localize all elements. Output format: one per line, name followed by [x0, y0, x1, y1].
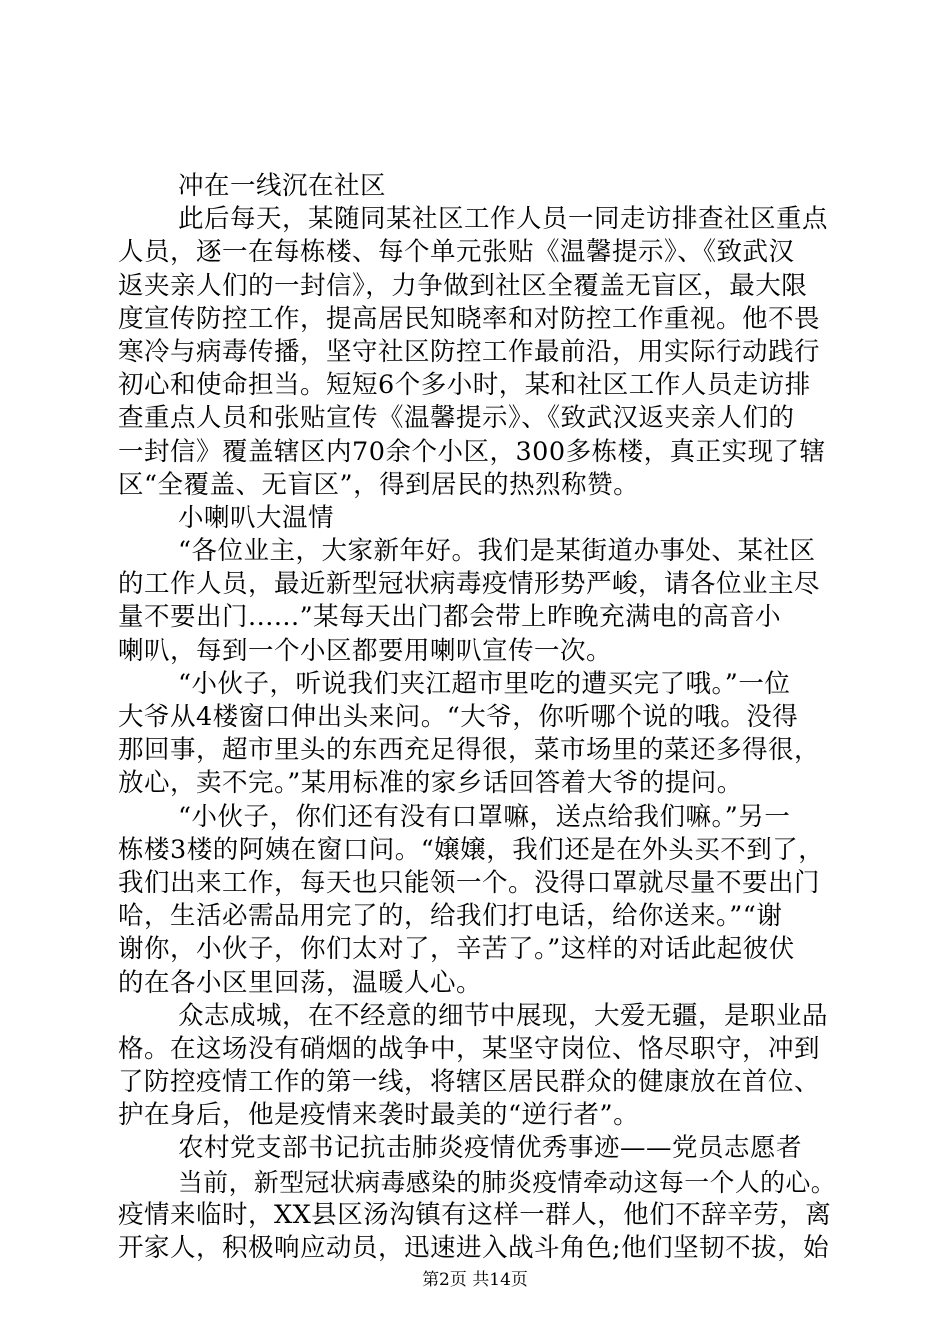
text-line: 寒冷与病毒传播，坚守社区防控工作最前沿，用实际行动践行 [118, 336, 821, 367]
text-line: 冲在一线沉在社区 [178, 171, 387, 201]
text-line: 护在身后，他是疫情来袭时最美的“逆行者”。 [118, 1100, 640, 1131]
text-line: 哈，生活必需品用完了的，给我们打电话，给你送来。”“谢 [118, 901, 783, 932]
text-line: 此后每天，某随同某社区工作人员一同走访排查社区重点 [178, 204, 829, 235]
text-line: 栋楼3楼的阿姨在窗口问。“嬢嬢，我们还是在外头买不到了， [118, 834, 825, 865]
text-line: 农村党支部书记抗击肺炎疫情优秀事迹——党员志愿者 [178, 1133, 803, 1164]
document-body [118, 170, 838, 1265]
text-line: “小伙子，你们还有没有口罩嘛，送点给我们嘛。”另一 [178, 801, 791, 832]
text-line: 放心，卖不完。”某用标准的家乡话回答着大爷的提问。 [118, 768, 743, 799]
text-line: 人员，逐一在每栋楼、每个单元张贴《温馨提示》、《致武汉 [118, 237, 795, 268]
text-line: 查重点人员和张贴宣传《温馨提示》、《致武汉返夹亲人们的 [118, 403, 795, 434]
text-line: “小伙子，听说我们夹江超市里吃的遭买完了哦。”一位 [178, 668, 791, 699]
text-line: 谢你，小伙子，你们太对了，辛苦了。”这样的对话此起彼伏 [118, 934, 795, 965]
text-line: 开家人，积极响应动员，迅速进入战斗角色;他们坚韧不拔，始 [118, 1233, 830, 1263]
text-line: 喇叭，每到一个小区都要用喇叭宣传一次。 [118, 635, 613, 666]
text-line: 小喇叭大温情 [178, 502, 335, 533]
text-line: 区“全覆盖、无盲区”，得到居民的热烈称赞。 [118, 469, 640, 500]
text-line: 返夹亲人们的一封信》，力争做到社区全覆盖无盲区，最大限 [118, 270, 808, 301]
text-line: 那回事，超市里头的东西充足得很，菜市场里的菜还多得很， [118, 735, 821, 766]
text-line: 我们出来工作，每天也只能领一个。没得口罩就尽量不要出门 [118, 867, 821, 898]
text-line: 一封信》覆盖辖区内70余个小区，300多栋楼，真正实现了辖 [118, 436, 826, 467]
text-line: 了防控疫情工作的第一线，将辖区居民群众的健康放在首位、 [118, 1067, 821, 1098]
text-line: 众志成城，在不经意的细节中展现，大爱无疆，是职业品 [178, 1000, 829, 1031]
text-line: 初心和使命担当。短短6个多小时，某和社区工作人员走访排 [118, 370, 811, 401]
text-line: “各位业主，大家新年好。我们是某街道办事处、某社区 [178, 536, 816, 567]
text-line: 的在各小区里回荡，温暖人心。 [118, 967, 483, 998]
text-line: 量不要出门......”某每天出门都会带上昨晚充满电的高音小 [118, 602, 782, 633]
text-line: 当前，新型冠状病毒感染的肺炎疫情牵动这每一个人的心。 [178, 1167, 837, 1197]
text-line: 度宣传防控工作，提高居民知晓率和对防控工作重视。他不畏 [118, 303, 821, 334]
text-line: 格。在这场没有硝烟的战争中，某坚守岗位、恪尽职守，冲到 [118, 1033, 821, 1064]
text-line: 疫情来临时，XX县区汤沟镇有这样一群人，他们不辞辛劳，离 [118, 1199, 832, 1230]
text-line: 的工作人员，最近新型冠状病毒疫情形势严峻，请各位业主尽 [118, 569, 821, 600]
text-line: 大爷从4楼窗口伸出头来问。“大爷，你听哪个说的哦。没得 [118, 702, 799, 732]
page-number-footer: 第2页 共14页 [422, 1270, 528, 1290]
